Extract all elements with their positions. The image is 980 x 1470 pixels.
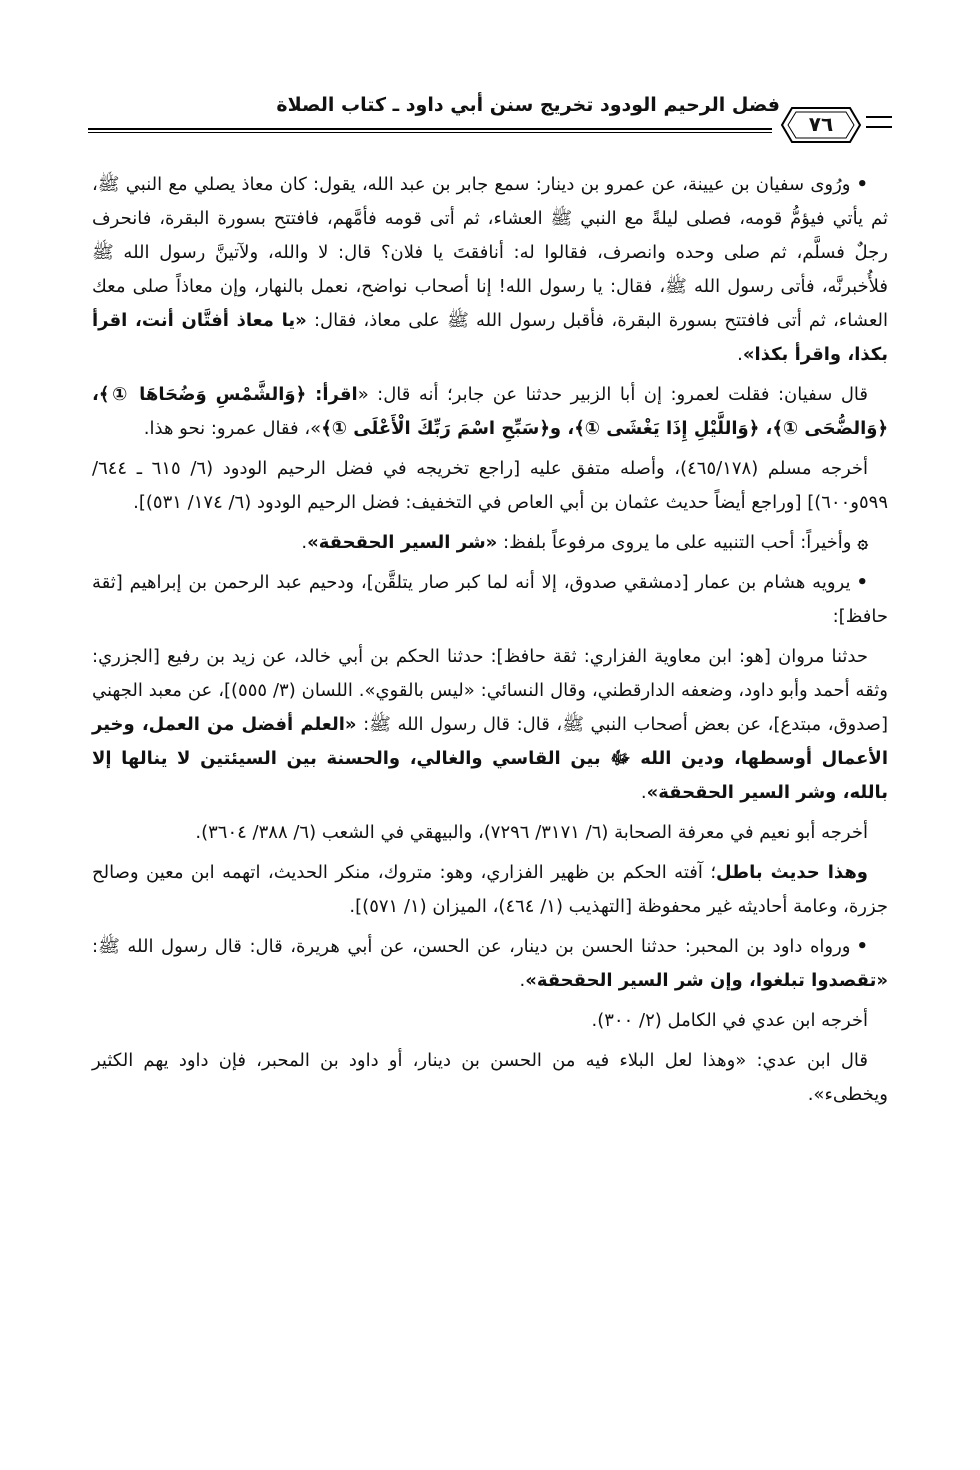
emphasized-text: اقرأ: ﴿وَالشَّمْسِ وَضُحَاهَا ①﴾، ﴿وَالضُّحَى ①﴾، ﴿وَاللَّيْلِ إِذَا يَغْشَى ①﴾، و﴿سَبِّحِ اسْمَ رَبِّكَ الْأَعْلَى ①﴾ (92, 384, 888, 439)
text-segment: . (301, 532, 308, 553)
emphasized-text: «تقصدوا تبلغوا، وإن شر السير الحقحقة» (525, 970, 888, 991)
paragraph (92, 930, 888, 998)
text-segment: »، فقال عمرو: نحو هذا. (143, 418, 322, 439)
header-ornament-lines (866, 116, 892, 128)
paragraph (92, 640, 888, 810)
paragraph-marker: • (856, 572, 868, 593)
text-segment: . (737, 344, 743, 365)
emphasized-text: وهذا حديث باطل (716, 862, 868, 883)
running-title: فضل الرحيم الودود تخريج سنن أبي داود ـ كتاب الصلاة (276, 94, 780, 116)
text-segment: حدثنا مروان [هو: ابن معاوية الفزاري: ثقة حافظ]: حدثنا الحكم بن أبي خالد، عن زيد بن رفيع [الجزري: وثقه أحمد وأبو داود، وضعفه الدارقطني، وقال النسائي: «ليس بالقوي». اللسان (٣/ ٥٥٥)]، عن معبد الجهني [صدوق، مبتدع]، عن بعض أصحاب النبي ﷺ، قال: قال رسول الله ﷺ: (92, 646, 888, 735)
paragraph (92, 168, 888, 372)
text-segment: قال ابن عدي: «وهذا لعل البلاء فيه من الحسن بن دينار، أو داود بن المحبر، فإن داود يهم الكثير ويخطىء». (92, 1050, 888, 1105)
page-number-badge (780, 106, 862, 144)
emphasized-text: «العلم أفضل من العمل، وخير الأعمال أوسطها، ودين الله ﷻ بين القاسي والغالي، والحسنة بين السيئتين لا ينالها إلا بالله، وشر السير الحقحقة» (92, 714, 888, 803)
paragraph (92, 856, 888, 924)
paragraph (92, 566, 888, 634)
text-segment: أخرجه أبو نعيم في معرفة الصحابة (٦/ ٣١٧١/ ٧٢٩٦)، والبيهقي في الشعب (٦/ ٣٨٨/ ٣٦٠٤). (195, 822, 868, 843)
text-segment: ورواه داود بن المحبر: حدثنا الحسن بن دينار، عن الحسن، عن أبي هريرة، قال: قال رسول الله ﷺ: (92, 936, 851, 957)
page-number: ٧٦ (808, 112, 834, 136)
paragraph (92, 1044, 888, 1112)
paragraph (92, 452, 888, 520)
text-segment: قال سفيان: فقلت لعمرو: إن أبا الزبير حدثنا عن جابر؛ أنه قال: « (357, 384, 868, 405)
paragraph (92, 526, 888, 560)
page-header (88, 86, 892, 142)
paragraph (92, 378, 888, 446)
text-segment: وأخيراً: أحب التنبيه على ما يروى مرفوعاً بلفظ: (497, 532, 852, 553)
emphasized-text: «شر السير الحقحقة» (307, 532, 498, 553)
text-segment: أخرجه ابن عدي في الكامل (٢/ ٣٠٠). (591, 1010, 868, 1031)
paragraph-marker: ۞ (857, 532, 868, 553)
paragraph-marker: • (856, 174, 868, 195)
header-rule (88, 128, 772, 133)
emphasized-text: «يا معاذ أفتَّان أنت، اقرأ بكذا، واقرأ بكذا» (92, 310, 888, 365)
paragraph-marker: • (856, 936, 868, 957)
text-segment: . (519, 970, 526, 991)
text-segment: . (640, 782, 647, 803)
text-segment: ورُوى سفيان بن عيينة، عن عمرو بن دينار: سمع جابر بن عبد الله، يقول: كان معاذ يصلي مع النبي ﷺ، ثم يأتي فيؤمُّ قومه، فصلى ليلةً مع النبي ﷺ العشاء، ثم أتى قومه فأمَّهم، فافتتح بسورة البقرة، فانحرف رجلٌ فسلَّم، ثم صلى وحده وانصرف، فقالوا له: أنافقتَ يا فلان؟ قال: لا والله، ولآتينَّ رسول الله ﷺ فلأُخبرنَّه، فأتى رسول الله ﷺ، فقال: يا رسول الله! إنا أصحاب نواضح، نعمل بالنهار، وإن معاذاً صلى معك العشاء، ثم أتى فافتتح بسورة البقرة، فأقبل رسول الله ﷺ على معاذ، فقال: (92, 174, 888, 331)
text-segment: أخرجه مسلم (٤٦٥/١٧٨)، وأصله متفق عليه [راجع تخريجه في فضل الرحيم الودود (٦/ ٦١٥ ـ ٦٤٤/ ٥٩٩و٦٠٠)] [وراجع أيضاً حديث عثمان بن أبي العاص في التخفيف: فضل الرحيم الودود (٦/ ١٧٤/ ٥٣١)]. (92, 458, 888, 513)
page-body (92, 168, 888, 1118)
text-segment: ؛ آفته الحكم بن ظهير الفزاري، وهو: متروك، منكر الحديث، اتهمه ابن معين وصالح جزرة، وعامة أحاديثه غير محفوظة [التهذيب (١/ ٤٦٤)، الميزان (١/ ٥٧١)]. (92, 862, 888, 917)
paragraph (92, 1004, 888, 1038)
text-segment: يرويه هشام بن عمار [دمشقي صدوق، إلا أنه لما كبر صار يتلقَّن]، ودحيم عبد الرحمن بن إبراهيم [ثقة حافظ]: (92, 572, 888, 627)
paragraph (92, 816, 888, 850)
